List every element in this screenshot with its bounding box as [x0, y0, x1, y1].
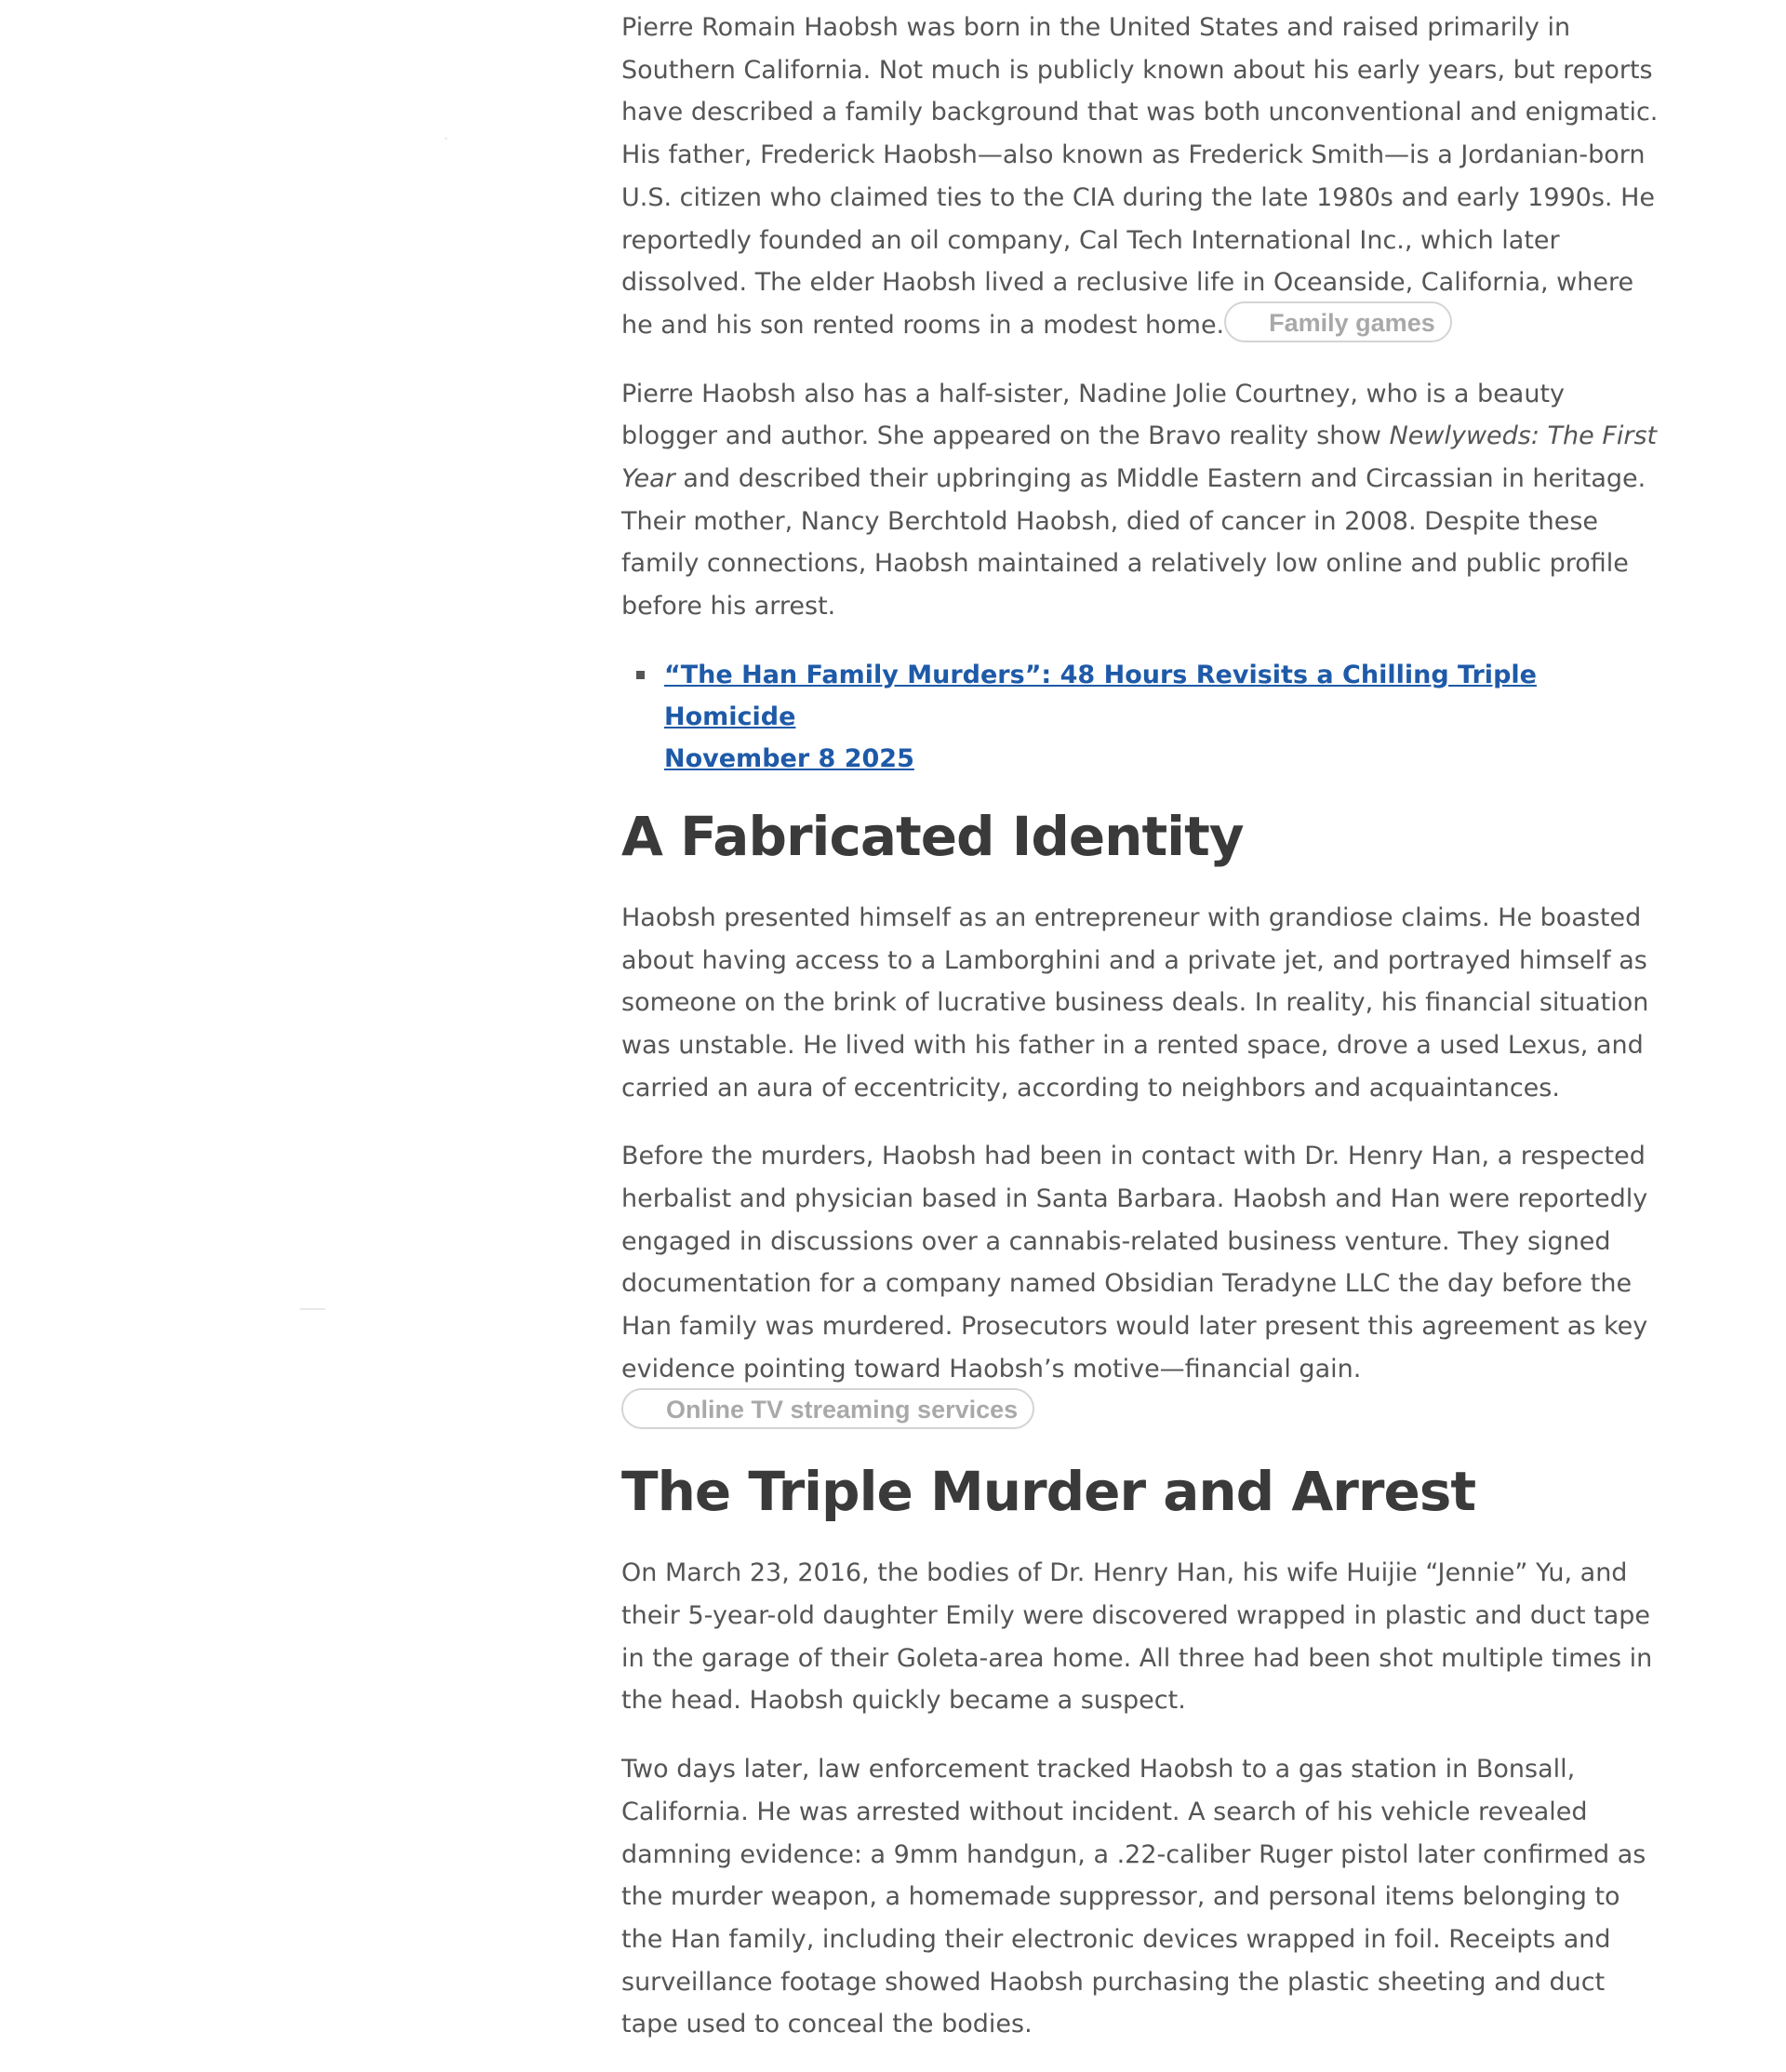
paragraph-early-life — [621, 7, 1663, 347]
related-link-date: November 8 2025 — [664, 743, 914, 773]
related-link-title: “The Han Family Murders”: 48 Hours Revisits a Chilling Triple Homicide — [664, 660, 1537, 731]
paragraph-text: Pierre Haobsh also has a half-sister, Nadine Jolie Courtney, who is a beauty blogger and author. She appeared on the Bravo reality show — [621, 379, 1566, 451]
topic-pill-family-games[interactable]: Family games — [1224, 301, 1452, 342]
topic-pill-online-tv-streaming[interactable]: Online TV streaming services — [621, 1388, 1034, 1429]
related-article-link[interactable] — [664, 661, 1537, 773]
square-bullet-icon — [636, 671, 645, 679]
show-title: Newlyweds: The First Year — [621, 421, 1658, 494]
paragraph-half-sister — [621, 373, 1663, 628]
paragraph-text: Pierre Romain Haobsh was born in the United States and raised primarily in Southern California. Not much is publicly known about his early years, but reports have described a family background that was both unconventional and enigmatic. His father, Frederick Haobsh—also known as Frederick Smith—is a Jordanian-born U.S. citizen who claimed ties to the CIA during the late 1980s and early 1990s. He reportedly founded an oil company, Cal Tech International Inc., which later dissolved. The elder Haobsh lived a reclusive life in Oceanside, California, where he and his son rented rooms in a modest home. — [621, 13, 1659, 340]
paragraph-murder-discovery: On March 23, 2016, the bodies of Dr. Henry Han, his wife Huijie “Jennie” Yu, and their 5-year-old daughter Emily were discovered wrapped in plastic and duct tape in the garage of their Goleta-area home. All three had been shot multiple times in the head. Haobsh quickly became a suspect. — [621, 1558, 1653, 1716]
related-link-item — [621, 654, 1663, 780]
stray-mark — [445, 138, 447, 140]
related-links-list — [621, 654, 1663, 780]
article-body — [621, 0, 1663, 2072]
paragraph-entrepreneur-claims: Haobsh presented himself as an entrepreneur with grandiose claims. He boasted about having access to a Lamborghini and a private jet, and portrayed himself as someone on the brink of lucrative business deals. In reality, his financial situation was unstable. He lived with his father in a rented space, drove a used Lexus, and carried an aura of eccentricity, according to neighbors and acquaintances. — [621, 902, 1649, 1103]
stray-mark — [300, 1308, 326, 1310]
paragraph-text: Before the murders, Haobsh had been in contact with Dr. Henry Han, a respected herbalist and physician based in Santa Barbara. Haobsh and Han were reportedly engaged in discussions over a cannabis-related business venture. They signed documentation for a company named Obsidian Teradyne LLC the day before the Han family was murdered. Prosecutors would later present this agreement as key evidence pointing toward Haobsh’s motive—financial gain. — [621, 1142, 1648, 1384]
paragraph-arrest: Two days later, law enforcement tracked Haobsh to a gas station in Bonsall, California. He was arrested without incident. A search of his vehicle revealed damning evidence: a 9mm handgun, a .22-caliber Ruger pistol later confirmed as the murder weapon, a homemade suppressor, and personal items belonging to the Han family, including their electronic devices wrapped in foil. Receipts and surveillance footage showed Haobsh purchasing the plastic sheeting and duct tape used to conceal the bodies. — [621, 1755, 1646, 2039]
section-heading-triple-murder: The Triple Murder and Arrest — [621, 1460, 1476, 1524]
paragraph-text: and described their upbringing as Middle Eastern and Circassian in heritage. Their mother, Nancy Berchtold Haobsh, died of cancer in 2008. Despite these family connections, Haobsh maintained a relatively low online and public profile before his arrest. — [621, 464, 1646, 622]
paragraph-business-venture — [621, 1135, 1663, 1433]
section-heading-fabricated-identity: A Fabricated Identity — [621, 804, 1244, 868]
